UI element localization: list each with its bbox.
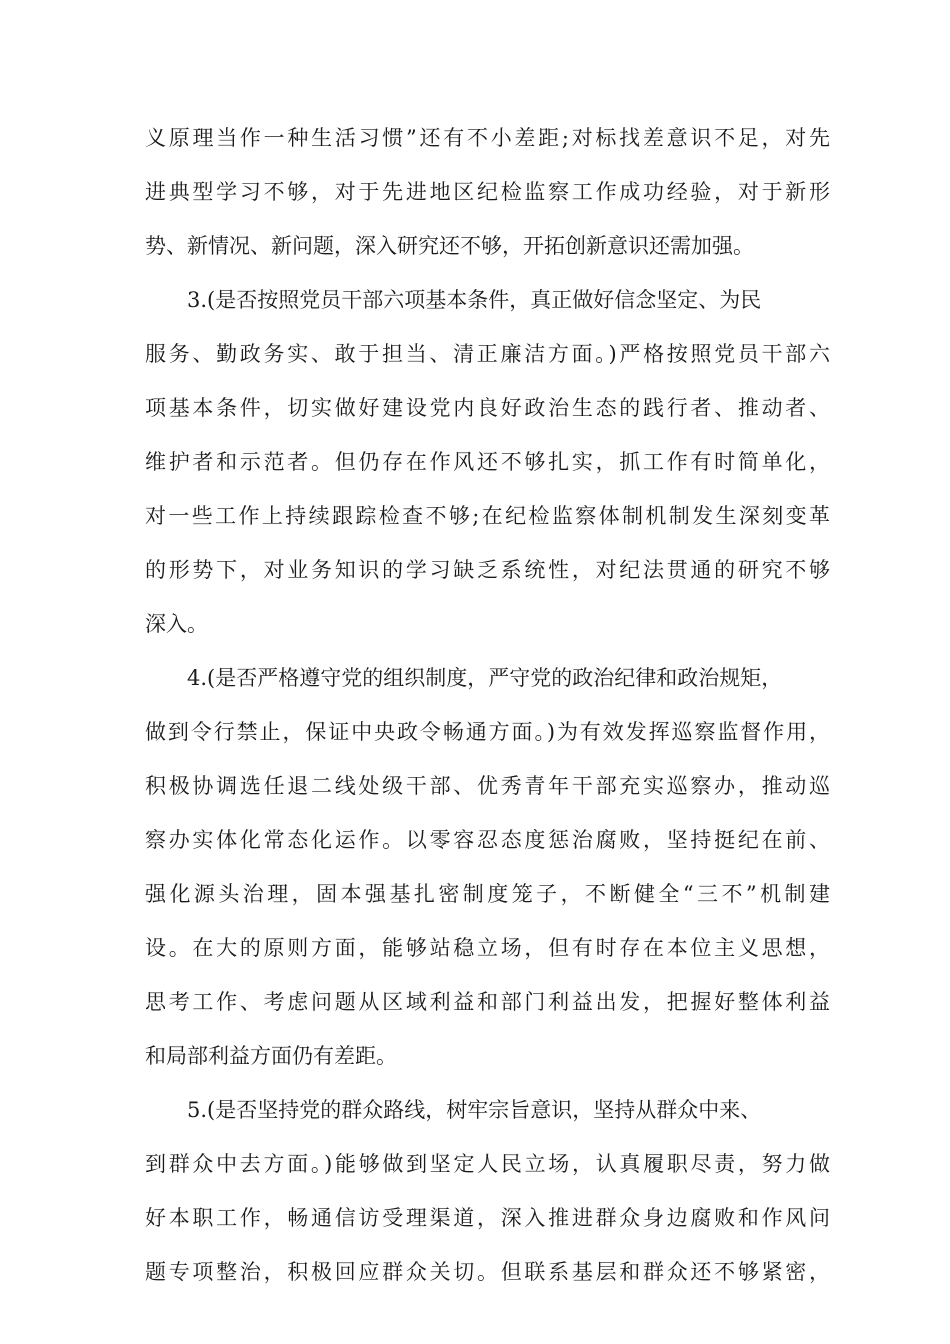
paragraph-2-line-6: 的形势下，对业务知识的学习缺乏系统性，对纪法贯通的研究不够 — [145, 558, 830, 582]
paragraph-2-line-2: 服务、勤政务实、敢于担当、清正廉洁方面。)严格按照党员干部六 — [145, 342, 830, 366]
paragraph-3-line-1: 4.(是否严格遵守党的组织制度，严守党的政治纪律和政治规矩， — [187, 666, 783, 690]
paragraph-4-line-2: 到群众中去方面。)能够做到坚定人民立场，认真履职尽责，努力做 — [145, 1152, 830, 1176]
paragraph-1-line-2: 进典型学习不够，对于先进地区纪检监察工作成功经验，对于新形 — [145, 180, 830, 204]
paragraph-3-line-6: 设。在大的原则方面，能够站稳立场，但有时存在本位主义思想， — [145, 936, 830, 960]
paragraph-3-line-5: 强化源头治理，固本强基扎密制度笼子，不断健全“三不”机制建 — [145, 882, 830, 906]
paragraph-2-line-4: 维护者和示范者。但仍存在作风还不够扎实，抓工作有时简单化， — [145, 450, 830, 474]
paragraph-3-line-4: 察办实体化常态化运作。以零容忍态度惩治腐败，坚持挺纪在前、 — [145, 828, 830, 852]
paragraph-2-line-3: 项基本条件，切实做好建设党内良好政治生态的践行者、推动者、 — [145, 396, 830, 420]
paragraph-3-line-8: 和局部利益方面仍有差距。 — [145, 1044, 397, 1068]
paragraph-3-line-2: 做到令行禁止，保证中央政令畅通方面。)为有效发挥巡察监督作用， — [145, 720, 830, 744]
paragraph-4-line-4: 题专项整治，积极回应群众关切。但联系基层和群众还不够紧密， — [145, 1260, 830, 1284]
paragraph-4-line-3: 好本职工作，畅通信访受理渠道，深入推进群众身边腐败和作风问 — [145, 1206, 830, 1230]
paragraph-2-line-5: 对一些工作上持续跟踪检查不够;在纪检监察体制机制发生深刻变革 — [145, 504, 830, 528]
document-body — [145, 121, 830, 1309]
paragraph-1-line-3: 势、新情况、新问题，深入研究还不够，开拓创新意识还需加强。 — [145, 234, 754, 258]
paragraph-3-line-7: 思考工作、考虑问题从区域利益和部门利益出发，把握好整体利益 — [145, 990, 830, 1014]
paragraph-2-line-1: 3.(是否按照党员干部六项基本条件，真正做好信念坚定、为民 — [187, 288, 762, 312]
paragraph-3-line-3: 积极协调选任退二线处级干部、优秀青年干部充实巡察办，推动巡 — [145, 774, 830, 798]
paragraph-2-line-7: 深入。 — [145, 612, 208, 636]
paragraph-4-line-1: 5.(是否坚持党的群众路线，树牢宗旨意识，坚持从群众中来、 — [187, 1098, 762, 1122]
paragraph-1-line-1: 义原理当作一种生活习惯”还有不小差距;对标找差意识不足，对先 — [145, 126, 830, 150]
